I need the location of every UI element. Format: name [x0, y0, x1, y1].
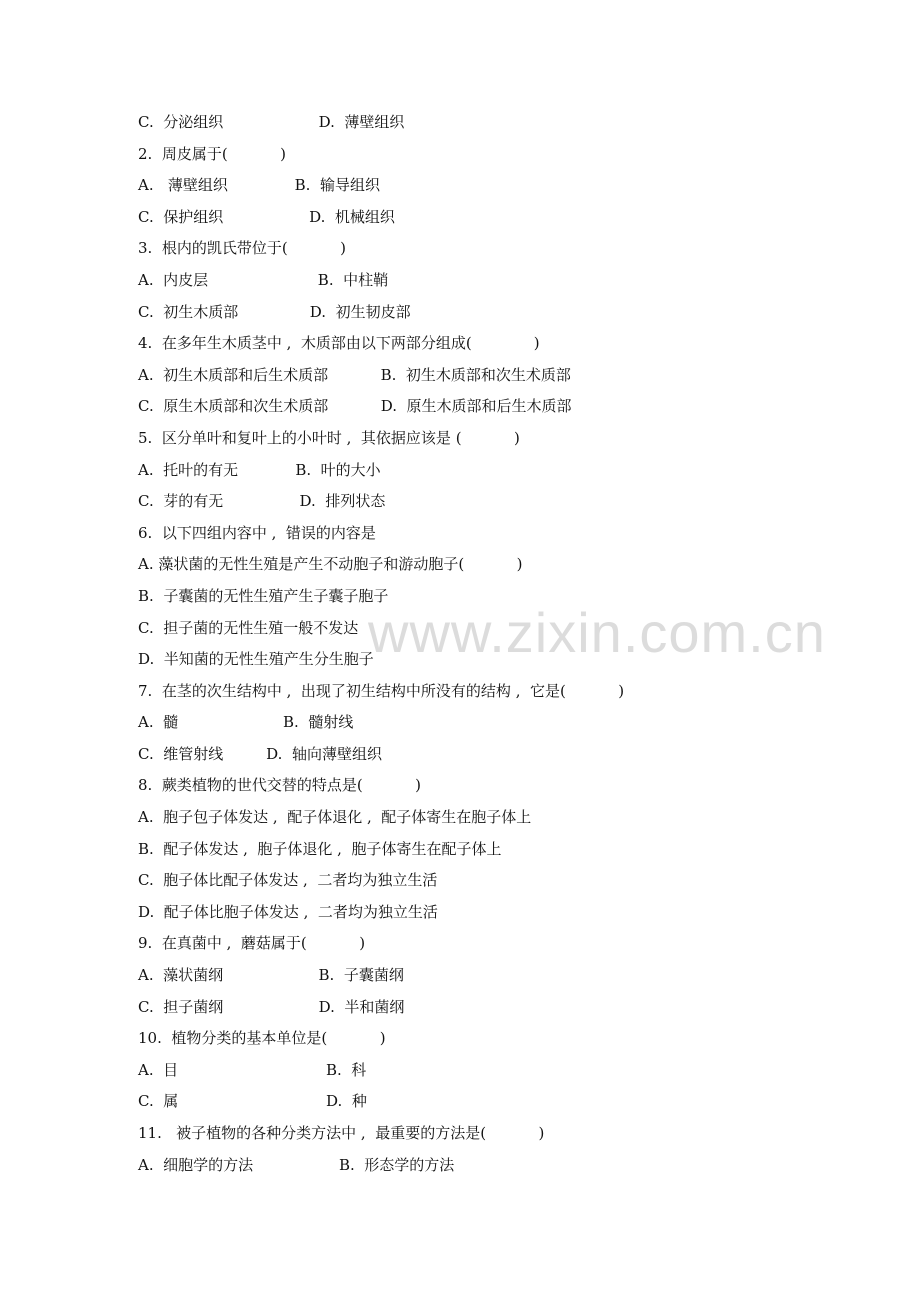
question-8: 8. 蕨类植物的世代交替的特点是( ) [138, 776, 422, 794]
option-q8-c: C. 胞子体比配子体发达 , 二者均为独立生活 [138, 871, 438, 889]
option-line-q3-cd: C. 初生木质部 D. 初生韧皮部 [138, 303, 411, 321]
question-7: 7. 在茎的次生结构中 , 出现了初生结构中所没有的结构 , 它是( ) [138, 682, 625, 700]
option-line-q9-cd: C. 担子菌纲 D. 半和菌纲 [138, 998, 405, 1016]
option-q6-c: C. 担子菌的无性生殖一般不发达 [138, 619, 359, 637]
option-q8-b: B. 配子体发达 , 胞子体退化 , 胞子体寄生在配子体上 [138, 840, 502, 858]
question-5: 5. 区分单叶和复叶上的小叶时 , 其依据应该是 ( ) [138, 429, 520, 447]
option-q6-d: D. 半知菌的无性生殖产生分生胞子 [138, 650, 374, 668]
option-line-q4-cd: C. 原生木质部和次生术质部 D. 原生木质部和后生木质部 [138, 397, 572, 415]
watermark-text: www.zixin.com.cn [368, 601, 826, 664]
option-line-q9-ab: A. 藻状菌纲 B. 子囊菌纲 [138, 966, 404, 984]
option-line-q7-cd: C. 维管射线 D. 轴向薄壁组织 [138, 745, 382, 763]
option-line-q10-cd: C. 属 D. 种 [138, 1092, 367, 1110]
option-q6-a: A. 藻状菌的无性生殖是产生不动胞子和游动胞子( ) [138, 555, 523, 573]
option-line-q3-ab: A. 内皮层 B. 中柱鞘 [138, 271, 389, 289]
option-line-q2-cd: C. 保护组织 D. 机械组织 [138, 208, 395, 226]
option-q8-d: D. 配子体比胞子体发达 , 二者均为独立生活 [138, 903, 438, 921]
option-line-q4-ab: A. 初生木质部和后生术质部 B. 初生木质部和次生术质部 [138, 366, 571, 384]
question-6: 6. 以下四组内容中 , 错误的内容是 [138, 524, 376, 542]
option-line-q7-ab: A. 髓 B. 髓射线 [138, 713, 354, 731]
option-q6-b: B. 子囊菌的无性生殖产生子囊子胞子 [138, 587, 389, 605]
option-line-q5-ab: A. 托叶的有无 B. 叶的大小 [138, 461, 381, 479]
question-3: 3. 根内的凯氏带位于( ) [138, 239, 347, 257]
question-11: 11. 被子植物的各种分类方法中 , 最重要的方法是( ) [138, 1124, 545, 1142]
option-line-q11-ab: A. 细胞学的方法 B. 形态学的方法 [138, 1156, 455, 1174]
question-10: 10. 植物分类的基本单位是( ) [138, 1029, 386, 1047]
option-q8-a: A. 胞子包子体发达 , 配子体退化 , 配子体寄生在胞子体上 [138, 808, 532, 826]
question-4: 4. 在多年生木质茎中 , 木质部由以下两部分组成( ) [138, 334, 540, 352]
option-line-q1-cd: C. 分泌组织 D. 薄壁组织 [138, 113, 405, 131]
option-line-q5-cd: C. 芽的有无 D. 排列状态 [138, 492, 386, 510]
question-2: 2. 周皮属于( ) [138, 145, 287, 163]
question-9: 9. 在真菌中 , 蘑菇属于( ) [138, 934, 366, 952]
option-line-q10-ab: A. 目 B. 科 [138, 1061, 367, 1079]
option-line-q2-ab: A. 薄壁组织 B. 输导组织 [138, 176, 380, 194]
